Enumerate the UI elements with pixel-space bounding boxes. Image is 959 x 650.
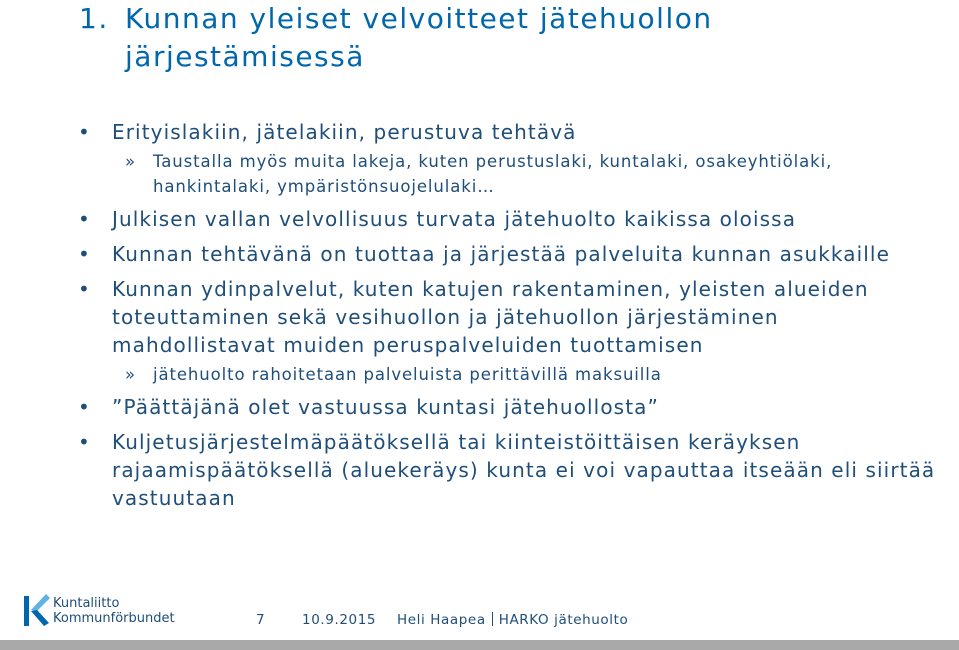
- sub-bullet-item-1: [78, 149, 938, 199]
- sub-bullet-text-2: jätehuolto rahoitetaan palveluista perittävillä maksuilla: [153, 365, 662, 384]
- title-line-1: Kunnan yleiset velvoitteet jätehuollon: [125, 2, 713, 35]
- title-line-2: järjestämisessä: [125, 40, 365, 73]
- bullet-text-1: Erityislakiin, jätelakiin, perustuva tehtävä: [112, 120, 577, 144]
- slide-title: [79, 0, 939, 76]
- sub-bullet-item-2: [78, 362, 938, 387]
- bullet-text-3: Kunnan tehtävänä on tuottaa ja järjestää palveluita kunnan asukkaille: [112, 242, 890, 266]
- kuntaliitto-logo: [22, 590, 182, 632]
- logo-line-1: Kuntaliitto: [53, 596, 120, 611]
- bullet-marker: •: [78, 207, 91, 231]
- bullet-marker: •: [78, 120, 91, 144]
- bullet-marker: •: [78, 277, 91, 301]
- footer-date: 10.9.2015: [302, 612, 377, 628]
- kuntaliitto-logo-icon: [22, 590, 52, 630]
- bullet-list: [78, 118, 938, 519]
- bullet-item-4: [78, 275, 938, 359]
- sub-bullet-marker: »: [125, 365, 136, 384]
- bullet-item-5: [78, 393, 938, 421]
- bottom-bar: [0, 640, 959, 650]
- bullet-text-2: Julkisen vallan velvollisuus turvata jätehuolto kaikissa oloissa: [112, 207, 797, 231]
- sub-bullet-marker: »: [125, 152, 136, 171]
- footer-separator: [492, 612, 493, 626]
- page-number: 7: [256, 612, 266, 628]
- sub-bullet-text-1: Taustalla myös muita lakeja, kuten perustuslaki, kuntalaki, osakeyhtiölaki, hankintalaki, ympäristönsuojelulaki…: [153, 152, 833, 196]
- slide-footer: [0, 584, 959, 640]
- footer-author: Heli Haapea: [397, 612, 486, 628]
- bullet-marker: •: [78, 430, 91, 454]
- title-number: 1.: [79, 2, 109, 35]
- bullet-item-3: [78, 240, 938, 268]
- bullet-item-1: [78, 118, 938, 146]
- logo-text: [53, 596, 175, 626]
- bullet-item-6: [78, 428, 938, 512]
- bullet-item-2: [78, 205, 938, 233]
- bullet-text-4: Kunnan ydinpalvelut, kuten katujen rakentaminen, yleisten alueiden toteuttaminen sekä vesihuollon ja jätehuollon järjestäminen mahdollistavat muiden peruspalveluiden tuottamisen: [112, 277, 869, 357]
- bullet-marker: •: [78, 395, 91, 419]
- bullet-text-5: ”Päättäjänä olet vastuussa kuntasi jätehuollosta”: [112, 395, 659, 419]
- bullet-marker: •: [78, 242, 91, 266]
- footer-event: HARKO jätehuolto: [498, 612, 629, 628]
- footer-author-event: [397, 612, 628, 628]
- bullet-text-6: Kuljetusjärjestelmäpäätöksellä tai kiinteistöittäisen keräyksen rajaamispäätöksellä (aluekeräys) kunta ei voi vapauttaa itseään eli siirtää vastuutaan: [112, 430, 936, 510]
- logo-line-2: Kommunförbundet: [53, 611, 175, 626]
